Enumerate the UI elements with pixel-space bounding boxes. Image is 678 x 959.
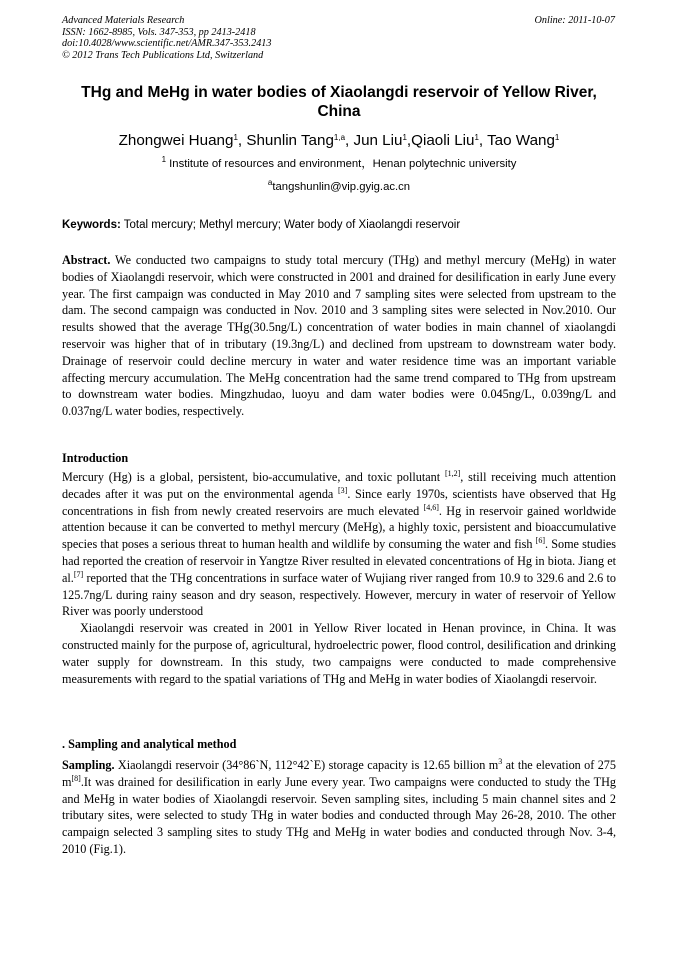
author-name: Tao Wang	[487, 132, 555, 149]
keywords-text: Total mercury; Methyl mercury; Water body of Xiaolangdi reservoir	[120, 219, 461, 231]
citation-ref: [1,2]	[444, 469, 461, 478]
keywords-label: Keywords:	[62, 219, 121, 231]
text-run: Xiaolangdi reservoir (34°86`N, 112°42`E) storage capacity is 12.65 billion m	[114, 758, 499, 772]
introduction-body	[62, 469, 616, 687]
author-name: Qiaoli Liu	[411, 132, 475, 149]
text-run: Mercury (Hg) is a global, persistent, bio-accumulative, and toxic pollutant	[62, 470, 445, 484]
affiliation: $^1$ Institute of resources and environment，Henan polytechnic university	[161, 155, 517, 170]
online-date: Online: 2011-10-07	[534, 15, 615, 26]
author-list: Zhongwei Huang$^1$, Shunlin Tang$^{1,a}$, Jun Liu$^1$,Qiaoli Liu$^1$, Tao Wang$^1$	[118, 132, 560, 149]
citation-ref: 3	[498, 757, 503, 766]
sampling-label: Sampling.	[62, 758, 115, 772]
author-name: Jun Liu	[353, 132, 403, 149]
keywords	[62, 218, 616, 232]
abstract-label: Abstract.	[62, 253, 111, 267]
journal-issn: ISSN: 1662-8985, Vols. 347-353, pp 2413-2418	[62, 26, 256, 38]
text-run: , still receiving much attention decades after it was put on the environmental agenda	[62, 470, 616, 501]
citation-ref: [4,6]	[423, 502, 439, 512]
journal-copyright: © 2012 Trans Tech Publications Ltd, Switzerland	[62, 49, 264, 61]
sampling-paragraph	[62, 757, 616, 858]
citation-ref: [7]	[73, 569, 84, 579]
text-run: at the elevation of 275 m	[62, 758, 616, 789]
section-heading-introduction: Introduction	[62, 451, 129, 465]
journal-name: Advanced Materials Research	[62, 15, 185, 26]
text-run: reported that the THg concentrations in surface water of Wujiang river ranged from 10.9 to 329.6 and 2.6 to 125.7ng/L during rainy season and dry season, respectively. However, mercury in water of reservoir of Yellow River was poorly understood	[62, 570, 616, 619]
author-affil-mark: 1	[554, 133, 560, 142]
intro-paragraph: Xiaolangdi reservoir was created in 2001 in Yellow River located in Henan province, in China. It was constructed mainly for the purpose of, agricultural, hydroelectric power, flood control, desilification and drinking water supply for downstream. In this study, two campaigns were conducted to made comprehensive measurements with regard to the spatial variations of THg and MeHg in water bodies of Xiaolangdi reservoir.	[62, 621, 616, 686]
citation-ref: [3]	[337, 485, 348, 495]
author-name: Shunlin Tang	[246, 132, 334, 149]
text-run: . Some studies had reported the creation of reservoir in Yangtze River resulted in elevated concentrations of Hg in biota. Jiang et al.	[62, 537, 616, 585]
citation-ref: [6]	[535, 536, 545, 546]
section-heading-sampling: . Sampling and analytical method	[62, 737, 237, 751]
text-run: . Since early 1970s, scientists have observed that Hg concentrations in fish from newly created reservoirs are much elevated	[62, 486, 616, 518]
sampling-body	[62, 757, 616, 858]
journal-header	[62, 15, 271, 61]
paper-title: THg and MeHg in water bodies of Xiaolangdi reservoir of Yellow River, China	[81, 84, 597, 120]
citation-ref: [8]	[71, 773, 81, 783]
text-run: . Hg in reservoir gained worldwide attention because it can be converted to methyl mercury (MeHg), a highly toxic, persistent and bioaccumulative species that poses a serious threat to human health and wildlife by consuming the water and fish	[62, 503, 616, 552]
corresponding-email[interactable]: $^a$tangshunlin@vip.gyig.ac.cn	[267, 178, 411, 193]
author-affil-mark: 1	[233, 133, 238, 142]
author-affil-mark: 1	[402, 133, 407, 142]
author-affil-mark: 1	[474, 133, 479, 142]
journal-doi: doi:10.4028/www.scientific.net/AMR.347-353.2413	[62, 38, 272, 49]
abstract-text: We conducted two campaigns to study total mercury (THg) and methyl mercury (MeHg) in water bodies of Xiaolangdi reservoir, which were constructed in 2001 and drained for desilification in early June every year. The first campaign was conducted in May 2010 and 7 sampling sites were selected from upstream to the dam. The second campaign was conducted in Nov. 2010 and 3 sampling sites were selected in Nov.2010. Our results showed that the average THg(30.5ng/L) concentration of water bodies in main channel of xiaolangdi reservoir was higher that of in tributary (19.3ng/L) and declined from upstream to downstream water body. Drainage of reservoir could decline mercury in water and water residence time was an important variable affecting mercury accumulation. The MeHg concentration had the same trend compared to THg from upstream to downstream water bodies. Mingzhudao, luoyu and dam water bodies were 0.045ng/L, 0.039ng/L and 0.037ng/L water bodies, respectively.	[62, 253, 616, 419]
abstract	[62, 252, 616, 420]
author-affil-mark: 1,a	[333, 133, 346, 142]
intro-paragraph	[62, 469, 616, 620]
author-name: Zhongwei Huang	[118, 132, 234, 149]
text-run: .It was drained for desilification in early June every year. Two campaigns were conducted to study the THg and MeHg in water bodies of Xiaolangdi reservoir. Seven sampling sites, including 5 main channel sites and 2 tributary sites, were selected to study THg in water bodies and conducted through May 26-28, 2010. The other campaign selected 3 sampling sites to study THg and MeHg in water bodies and conducted through Nov. 3-4, 2010 (Fig.1).	[62, 774, 616, 856]
